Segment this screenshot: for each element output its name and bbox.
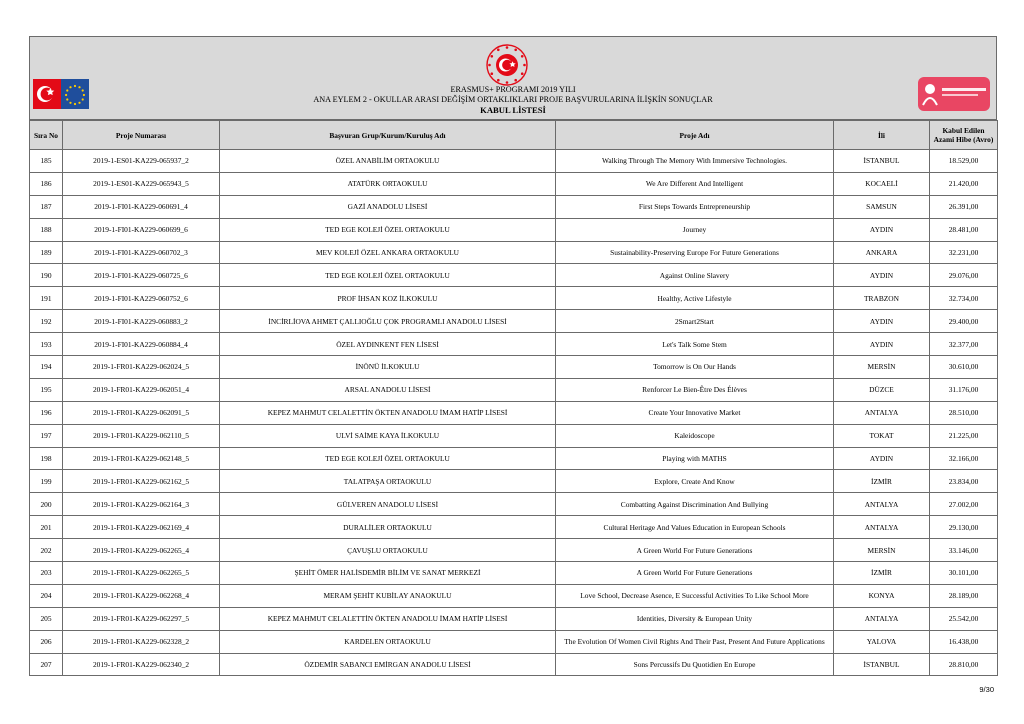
cell-project-code: 2019-1-FR01-KA229-062169_4 [63, 516, 220, 539]
cell-city: MERSİN [834, 356, 930, 379]
cell-city: AYDIN [834, 218, 930, 241]
table-body [30, 150, 998, 676]
cell-no: 199 [30, 470, 63, 493]
cell-project-name: The Evolution Of Women Civil Rights And Their Past, Present And Future Applications [556, 630, 834, 653]
cell-grant: 18.529,00 [930, 150, 998, 173]
cell-project-code: 2019-1-FR01-KA229-062051_4 [63, 378, 220, 401]
header-titles [30, 85, 996, 115]
cell-institution: ÖZEL AYDINKENT FEN LİSESİ [220, 333, 556, 356]
column-header-city: İli [834, 121, 930, 150]
table-row [30, 264, 998, 287]
cell-institution: ATATÜRK ORTAOKULU [220, 172, 556, 195]
cell-project-code: 2019-1-FI01-KA229-060883_2 [63, 310, 220, 333]
cell-project-code: 2019-1-FI01-KA229-060752_6 [63, 287, 220, 310]
cell-city: SAMSUN [834, 195, 930, 218]
cell-no: 188 [30, 218, 63, 241]
cell-institution: ARSAL ANADOLU LİSESİ [220, 378, 556, 401]
table-row [30, 401, 998, 424]
cell-no: 198 [30, 447, 63, 470]
cell-project-name: Renforcer Le Bien-Être Des Élèves [556, 378, 834, 401]
cell-institution: TED EGE KOLEJİ ÖZEL ORTAOKULU [220, 264, 556, 287]
cell-project-name: Love School, Decrease Asence, E Successful Activities To Like School More [556, 584, 834, 607]
cell-city: ANTALYA [834, 493, 930, 516]
cell-institution: PROF İHSAN KOZ İLKOKULU [220, 287, 556, 310]
cell-grant: 28.189,00 [930, 584, 998, 607]
cell-grant: 33.146,00 [930, 539, 998, 562]
cell-grant: 21.420,00 [930, 172, 998, 195]
cell-project-name: First Steps Towards Entrepreneurship [556, 195, 834, 218]
cell-city: MERSİN [834, 539, 930, 562]
table-row [30, 310, 998, 333]
cell-project-code: 2019-1-FR01-KA229-062162_5 [63, 470, 220, 493]
cell-grant: 30.610,00 [930, 356, 998, 379]
cell-city: İZMİR [834, 562, 930, 585]
cell-project-name: Against Online Slavery [556, 264, 834, 287]
cell-grant: 28.510,00 [930, 401, 998, 424]
cell-grant: 31.176,00 [930, 378, 998, 401]
cell-project-name: Sons Percussifs Du Quotidien En Europe [556, 653, 834, 676]
cell-project-name: Sustainability-Preserving Europe For Future Generations [556, 241, 834, 264]
cell-no: 193 [30, 333, 63, 356]
cell-project-name: Playing with MATHS [556, 447, 834, 470]
table-row [30, 195, 998, 218]
cell-project-name: 2Smart2Start [556, 310, 834, 333]
cell-institution: KEPEZ MAHMUT CELALETTİN ÖKTEN ANADOLU İMAM HATİP LİSESİ [220, 607, 556, 630]
cell-institution: KARDELEN ORTAOKULU [220, 630, 556, 653]
cell-no: 202 [30, 539, 63, 562]
cell-project-code: 2019-1-ES01-KA229-065937_2 [63, 150, 220, 173]
cell-project-code: 2019-1-FI01-KA229-060725_6 [63, 264, 220, 287]
cell-grant: 26.391,00 [930, 195, 998, 218]
table-row [30, 584, 998, 607]
cell-city: AYDIN [834, 310, 930, 333]
program-title: ERASMUS+ PROGRAMI 2019 YILI [450, 85, 576, 94]
cell-city: KONYA [834, 584, 930, 607]
cell-no: 186 [30, 172, 63, 195]
cell-project-code: 2019-1-FR01-KA229-062265_4 [63, 539, 220, 562]
cell-institution: TED EGE KOLEJİ ÖZEL ORTAOKULU [220, 218, 556, 241]
cell-institution: İNÖNÜ İLKOKULU [220, 356, 556, 379]
table-row [30, 333, 998, 356]
cell-city: AYDIN [834, 447, 930, 470]
cell-institution: KEPEZ MAHMUT CELALETTİN ÖKTEN ANADOLU İMAM HATİP LİSESİ [220, 401, 556, 424]
cell-city: İZMİR [834, 470, 930, 493]
cell-city: AYDIN [834, 333, 930, 356]
cell-institution: ULVİ SAİME KAYA İLKOKULU [220, 424, 556, 447]
cell-project-code: 2019-1-FR01-KA229-062024_5 [63, 356, 220, 379]
cell-institution: GÜLVEREN ANADOLU LİSESİ [220, 493, 556, 516]
cell-no: 187 [30, 195, 63, 218]
cell-grant: 32.231,00 [930, 241, 998, 264]
cell-no: 190 [30, 264, 63, 287]
cell-project-name: A Green World For Future Generations [556, 539, 834, 562]
table-row [30, 241, 998, 264]
cell-city: KOCAELİ [834, 172, 930, 195]
cell-project-name: Journey [556, 218, 834, 241]
cell-project-code: 2019-1-FI01-KA229-060699_6 [63, 218, 220, 241]
cell-no: 189 [30, 241, 63, 264]
column-header-no: Sıra No [30, 121, 63, 150]
cell-project-code: 2019-1-FR01-KA229-062340_2 [63, 653, 220, 676]
page-number: 9/30 [979, 685, 994, 694]
cell-project-code: 2019-1-FR01-KA229-062328_2 [63, 630, 220, 653]
cell-city: ANTALYA [834, 401, 930, 424]
cell-project-code: 2019-1-FI01-KA229-060702_3 [63, 241, 220, 264]
action-title: ANA EYLEM 2 - OKULLAR ARASI DEĞİŞİM ORTAKLIKLARI PROJE BAŞVURULARINA İLİŞKİN SONUÇLAR [313, 95, 713, 104]
cell-institution: TED EGE KOLEJİ ÖZEL ORTAOKULU [220, 447, 556, 470]
table-row [30, 653, 998, 676]
cell-no: 205 [30, 607, 63, 630]
cell-grant: 28.810,00 [930, 653, 998, 676]
cell-city: İSTANBUL [834, 653, 930, 676]
cell-project-name: Kaleidoscope [556, 424, 834, 447]
cell-city: YALOVA [834, 630, 930, 653]
cell-no: 194 [30, 356, 63, 379]
cell-grant: 30.101,00 [930, 562, 998, 585]
cell-grant: 21.225,00 [930, 424, 998, 447]
cell-no: 206 [30, 630, 63, 653]
cell-institution: MEV KOLEJİ ÖZEL ANKARA ORTAOKULU [220, 241, 556, 264]
cell-institution: ÇAVUŞLU ORTAOKULU [220, 539, 556, 562]
cell-city: AYDIN [834, 264, 930, 287]
table-row [30, 562, 998, 585]
cell-institution: ÖZDEMİR SABANCI EMİRGAN ANADOLU LİSESİ [220, 653, 556, 676]
cell-no: 192 [30, 310, 63, 333]
column-header-institution: Başvuran Grup/Kurum/Kuruluş Adı [220, 121, 556, 150]
column-header-project: Proje Adı [556, 121, 834, 150]
cell-grant: 23.834,00 [930, 470, 998, 493]
cell-grant: 27.002,00 [930, 493, 998, 516]
document-sheet [29, 36, 997, 676]
table-row [30, 218, 998, 241]
cell-no: 207 [30, 653, 63, 676]
cell-city: ANKARA [834, 241, 930, 264]
cell-project-name: Healthy, Active Lifestyle [556, 287, 834, 310]
table-row [30, 516, 998, 539]
column-header-code: Proje Numarası [63, 121, 220, 150]
cell-project-code: 2019-1-FR01-KA229-062148_5 [63, 447, 220, 470]
cell-grant: 32.166,00 [930, 447, 998, 470]
cell-institution: İNCİRLİOVA AHMET ÇALLIOĞLU ÇOK PROGRAMLI ANADOLU LİSESİ [220, 310, 556, 333]
table-row [30, 493, 998, 516]
table-row [30, 150, 998, 173]
cell-project-name: Create Your Innovative Market [556, 401, 834, 424]
cell-no: 200 [30, 493, 63, 516]
cell-no: 203 [30, 562, 63, 585]
cell-city: İSTANBUL [834, 150, 930, 173]
cell-grant: 29.130,00 [930, 516, 998, 539]
cell-project-name: We Are Different And Intelligent [556, 172, 834, 195]
cell-grant: 16.438,00 [930, 630, 998, 653]
cell-no: 185 [30, 150, 63, 173]
cell-no: 201 [30, 516, 63, 539]
cell-project-name: Tomorrow is On Our Hands [556, 356, 834, 379]
cell-no: 196 [30, 401, 63, 424]
cell-grant: 32.377,00 [930, 333, 998, 356]
cell-project-name: Walking Through The Memory With Immersive Technologies. [556, 150, 834, 173]
cell-grant: 29.076,00 [930, 264, 998, 287]
cell-project-name: Identities, Diversity & European Unity [556, 607, 834, 630]
table-row [30, 424, 998, 447]
cell-project-name: Explore, Create And Know [556, 470, 834, 493]
cell-no: 197 [30, 424, 63, 447]
cell-project-code: 2019-1-FR01-KA229-062091_5 [63, 401, 220, 424]
cell-institution: ÖZEL ANABİLİM ORTAOKULU [220, 150, 556, 173]
cell-no: 204 [30, 584, 63, 607]
cell-project-code: 2019-1-FR01-KA229-062268_4 [63, 584, 220, 607]
cell-institution: MERAM ŞEHİT KUBİLAY ANAOKULU [220, 584, 556, 607]
cell-project-code: 2019-1-FR01-KA229-062297_5 [63, 607, 220, 630]
cell-project-code: 2019-1-FI01-KA229-060691_4 [63, 195, 220, 218]
cell-no: 191 [30, 287, 63, 310]
cell-city: TRABZON [834, 287, 930, 310]
table-row [30, 172, 998, 195]
table-row [30, 607, 998, 630]
cell-grant: 25.542,00 [930, 607, 998, 630]
table-header-row [30, 121, 998, 150]
cell-project-name: A Green World For Future Generations [556, 562, 834, 585]
table-row [30, 539, 998, 562]
cell-project-name: Let's Talk Some Stem [556, 333, 834, 356]
cell-institution: DURALİLER ORTAOKULU [220, 516, 556, 539]
table-row [30, 378, 998, 401]
cell-project-code: 2019-1-FR01-KA229-062110_5 [63, 424, 220, 447]
table-row [30, 630, 998, 653]
cell-city: ANTALYA [834, 607, 930, 630]
column-header-grant: Kabul Edilen Azami Hibe (Avro) [930, 121, 998, 150]
list-title: KABUL LİSTESİ [480, 105, 546, 115]
table-row [30, 447, 998, 470]
results-table [29, 120, 998, 676]
cell-project-code: 2019-1-FR01-KA229-062265_5 [63, 562, 220, 585]
cell-institution: GAZİ ANADOLU LİSESİ [220, 195, 556, 218]
cell-grant: 28.481,00 [930, 218, 998, 241]
cell-project-code: 2019-1-FR01-KA229-062164_3 [63, 493, 220, 516]
table-row [30, 287, 998, 310]
cell-project-name: Combatting Against Discrimination And Bullying [556, 493, 834, 516]
cell-city: DÜZCE [834, 378, 930, 401]
state-emblem-icon [485, 43, 529, 87]
header-banner [29, 36, 997, 120]
cell-city: ANTALYA [834, 516, 930, 539]
cell-city: TOKAT [834, 424, 930, 447]
cell-no: 195 [30, 378, 63, 401]
cell-grant: 32.734,00 [930, 287, 998, 310]
cell-project-name: Cultural Heritage And Values Education in European Schools [556, 516, 834, 539]
cell-project-code: 2019-1-FI01-KA229-060884_4 [63, 333, 220, 356]
table-row [30, 356, 998, 379]
cell-institution: ŞEHİT ÖMER HALİSDEMİR BİLİM VE SANAT MERKEZİ [220, 562, 556, 585]
cell-project-code: 2019-1-ES01-KA229-065943_5 [63, 172, 220, 195]
cell-institution: TALATPAŞA ORTAOKULU [220, 470, 556, 493]
table-row [30, 470, 998, 493]
cell-grant: 29.400,00 [930, 310, 998, 333]
